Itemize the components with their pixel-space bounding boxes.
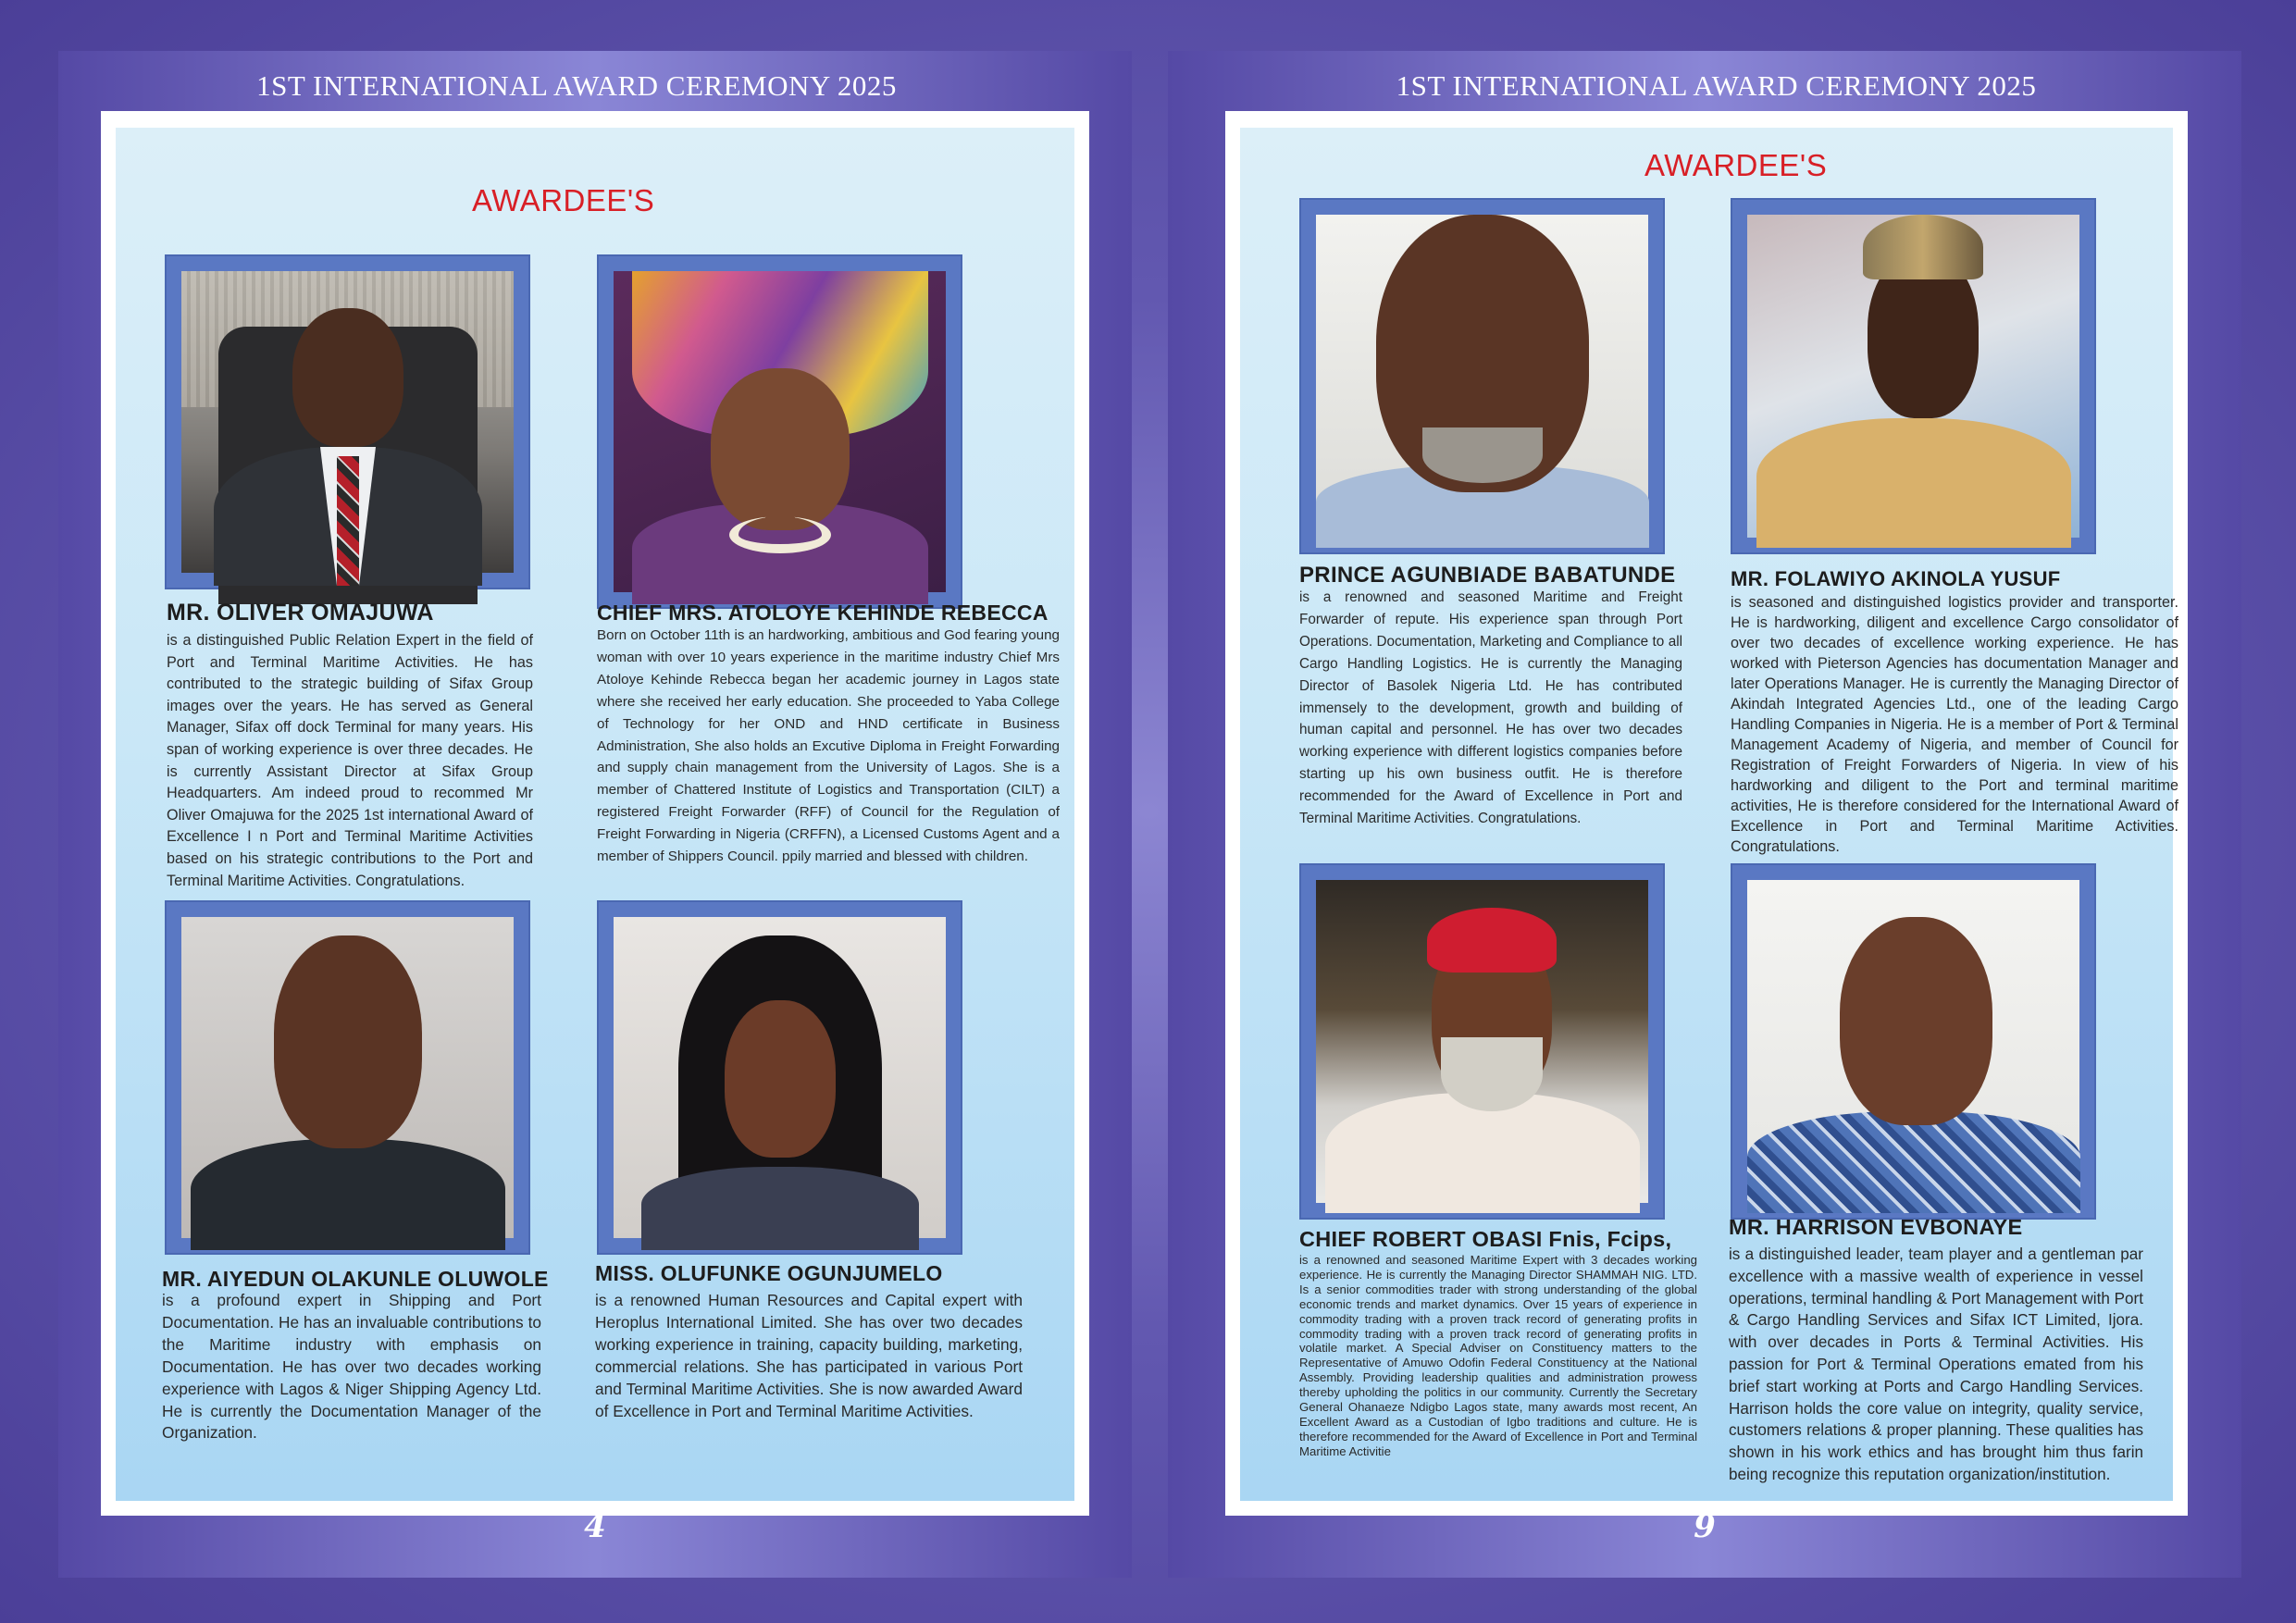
awardee-photo (614, 917, 946, 1238)
awardee-photo-frame (165, 254, 530, 589)
awardee-photo-frame (1731, 863, 2096, 1220)
awardee-photo-frame (1299, 198, 1665, 554)
page-sheet (101, 111, 1089, 1516)
awardee-name: CHIEF ROBERT OBASI Fnis, Fcips, (1299, 1227, 1672, 1251)
awardee-photo (1747, 215, 2079, 538)
awardee-name: MR. AIYEDUN OLAKUNLE OLUWOLE (162, 1267, 549, 1291)
awardee-photo (181, 917, 514, 1238)
awardee-name: MR. OLIVER OMAJUWA (167, 600, 434, 626)
awardee-bio: is seasoned and distinguished logistics provider and transporter. He is hardworking, diligent and excellence Cargo consolidator of over two decades of excellence working experience. He has worked with Pieterson Agencies has documentation Manager and later Operations Manager. He is currently the Managing Director of Akindah Integrated Agencies Ltd., one of the leading Cargo Handling Companies in Nigeria. He is a member of Port & Terminal Management Academy of Nigeria, and member of Council for Registration of Freight Forwarders of Nigeria. In view of his hardworking and diligent to the Port and terminal maritime activities, He is therefore considered for the International Award of Excellence in Port and Terminal Maritime Activities. Congratulations. (1731, 594, 2178, 855)
section-title: AWARDEE'S (472, 183, 655, 217)
awardee-bio: Born on October 11th is an hardworking, ambitious and God fearing young woman with over 10 years experience in the maritime industry Chief Mrs Atoloye Kehinde Rebecca began her academic journey in Lagos state where she received her early education. She proceeded to Yaba College of Technology for her OND and HND certificate in Business Administration, She also holds an Excutive Diploma in Freight Forwarding and supply chain management from the University of Lagos. She is a member of Chattered Institute of Logistics and Transportation (CILT) a registered Freight Forwarder (RFF) of Council for the Regulation of Freight Forwarding in Nigeria (CRFFN), a Licensed Customs Agent and a member of Shippers Council. ppily married and blessed with children. (597, 627, 1060, 865)
awardee-photo-frame (165, 900, 530, 1255)
page-content (116, 128, 1074, 1501)
left-page (58, 51, 1132, 1578)
awardee-photo-frame (597, 900, 962, 1255)
awardee-name: MISS. OLUFUNKE OGUNJUMELO (595, 1261, 943, 1285)
awardee-name: MR. FOLAWIYO AKINOLA YUSUF (1731, 567, 2061, 590)
awardee-bio: is a distinguished leader, team player and a gentleman par excellence with a massive wealth of experience in vessel operations, terminal handling & Port Management with Port & Cargo Handling Services and Sifax ICT Limited, Ijora. with over decades in Ports & Terminal Activities. His passion for Port & Terminal Operations emated from his brief start working at Ports and Cargo Handling Services. Harrison holds the core value on integrity, quality service, customers relations & proper planning. These qualities has shown in his work ethics and has brought him thus farin being recognize this reputation organization/institution. (1729, 1245, 2143, 1483)
awardee-photo (1747, 880, 2079, 1203)
awardee-photo-frame (597, 254, 962, 609)
right-page (1168, 51, 2241, 1578)
awardee-photo-frame (1299, 863, 1665, 1220)
page-sheet (1225, 111, 2188, 1516)
awardee-name: CHIEF MRS. ATOLOYE KEHINDE REBECCA (597, 601, 1049, 625)
awardee-bio: is a profound expert in Shipping and Port Documentation. He has an invaluable contributions to the Maritime industry with emphasis on Documentation. He has over two decades working experience with Lagos & Niger Shipping Agency Ltd. He is currently the Documentation Manager of the Organization. (162, 1291, 541, 1443)
page-header: 1ST INTERNATIONAL AWARD CEREMONY 2025 (1396, 69, 2037, 102)
page-header: 1ST INTERNATIONAL AWARD CEREMONY 2025 (256, 69, 897, 102)
page-content (1240, 128, 2178, 1501)
page-number: 9 (1694, 1508, 1716, 1545)
awardee-photo-frame (1731, 198, 2096, 554)
awardee-photo (181, 271, 514, 573)
awardee-photo (1316, 880, 1648, 1203)
awardee-bio: is a renowned Human Resources and Capital expert with Heroplus International Limited. She has over two decades working experience in training, capacity building, marketing, commercial relations. She has participated in various Port and Terminal Maritime Activities. She is now awarded Award of Excellence in Port and Terminal Maritime Activities. (595, 1291, 1023, 1420)
awardee-name: MR. HARRISON EVBONAYE (1729, 1215, 2023, 1239)
awardee-name: PRINCE AGUNBIADE BABATUNDE (1299, 563, 1676, 588)
awardee-bio: is a renowned and seasoned Maritime and Freight Forwarder of repute. His experience span through Port Operations. Documentation, Marketing and Compliance to all Cargo Handling Logistics. He is currently the Managing Director of Basolek Nigeria Ltd. He has contributed immensely to the development, growth and building of human capital and personnel. He has over two decades working experience with different logistics companies before starting up his own business outfit. He is therefore recommended for the Award of Excellence in Port and Terminal Maritime Activities. Congratulations. (1299, 589, 1682, 827)
page-number: 4 (584, 1508, 606, 1545)
awardee-bio: is a distinguished Public Relation Expert in the field of Port and Terminal Maritime Activities. He has contributed to the strategic building of Sifax Group images over the years. He has served as General Manager, Sifax off dock Terminal for many years. His span of working experience is over three decades. He is currently Assistant Director at Sifax Group Headquarters. Am indeed proud to recommed Mr Oliver Omajuwa for the 2025 1st international Award of Excellence I n Port and Terminal Maritime Activities based on his strategic contributions to the Port and Terminal Maritime Activities. Congratulations. (167, 632, 533, 889)
awardee-bio: is a renowned and seasoned Maritime Expert with 3 decades working experience. He is currently the Managing Director SHAMMAH NIG. LTD. Is a senior commodities trader with strong understanding of the global economic trends and market dynamics. Over 15 years of experience in commodity trading with a proven track record of generating profits in commodity trading with a proven track record of generating profits in volatile market. A Special Adviser on Constituency matters to the Representative of Amuwo Odofin Federal Constituency at the National Assembly. Providing leadership qualities and administration prowess thereby upholding the politics in our community. Currently the Secretary General Ohanaeze Ndigbo Lagos state, many awards most recent, An Excellent Award as a Custodian of Igbo traditions and culture. He is therefore recommended for the Award of Excellence in Port and Terminal Maritime Activitie (1299, 1253, 1697, 1458)
awardee-photo (614, 271, 946, 592)
section-title: AWARDEE'S (1644, 148, 1828, 182)
awardee-photo (1316, 215, 1648, 538)
